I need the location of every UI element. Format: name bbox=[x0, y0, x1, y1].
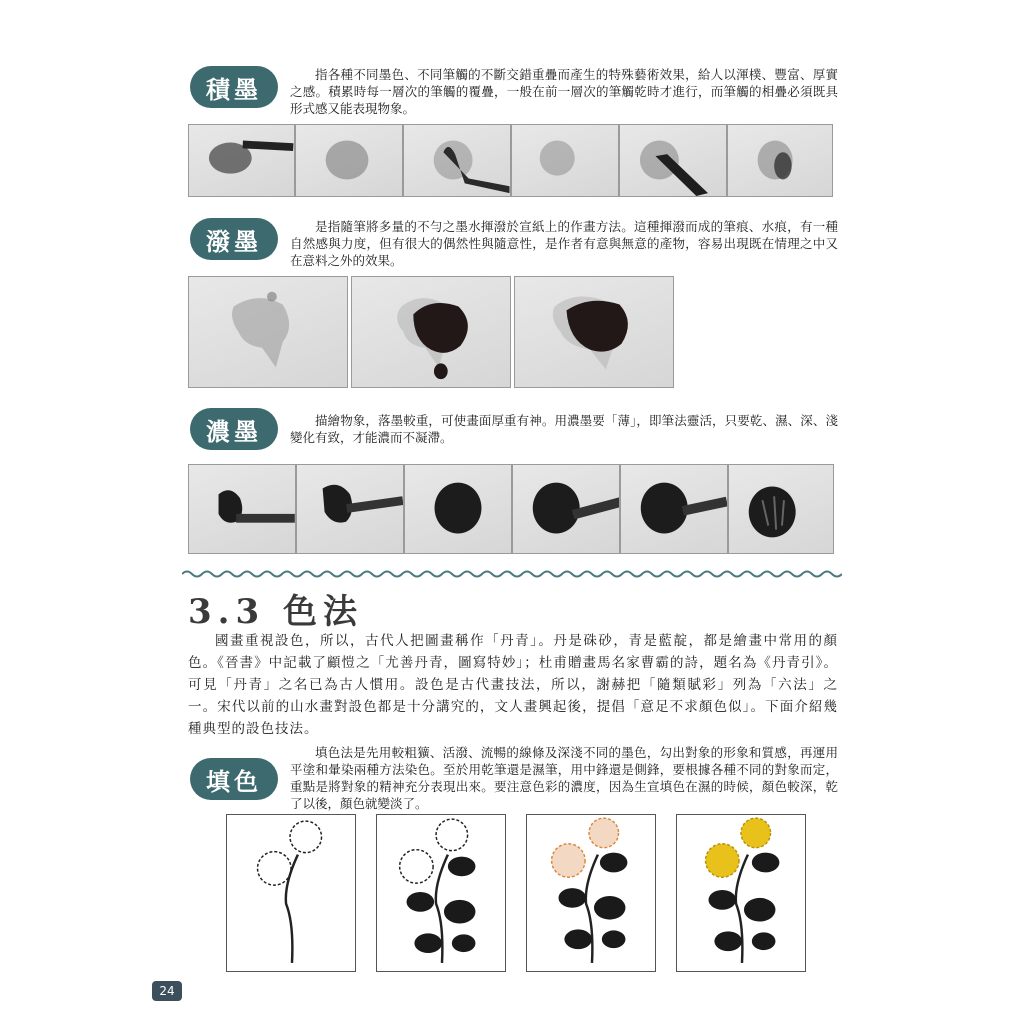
jimo-photo-6 bbox=[727, 124, 833, 197]
jimo-photo-1 bbox=[188, 124, 295, 197]
page-number: 24 bbox=[152, 981, 182, 1001]
section-text-pomo: 是指隨筆將多量的不勻之墨水揮潑於宣紙上的作畫方法。這種揮潑而成的筆痕、水痕，有一種自然感與力度，但有很大的偶然性與隨意性，是作者有意與無意的產物，容易出現既在情理之中又在意料之外的效果。 bbox=[290, 219, 838, 268]
nongmo-photo-5 bbox=[620, 464, 728, 554]
jimo-photo-4 bbox=[511, 124, 619, 197]
chrysanthemum-step-2 bbox=[376, 814, 506, 972]
jimo-photo-2 bbox=[295, 124, 403, 197]
nongmo-photo-4 bbox=[512, 464, 620, 554]
jimo-photo-3 bbox=[403, 124, 511, 197]
pomo-photo-1 bbox=[188, 276, 348, 388]
nongmo-photo-3 bbox=[404, 464, 512, 554]
chapter-heading: 3.3 色法 bbox=[188, 592, 363, 632]
photo-strip-nongmo bbox=[188, 464, 834, 554]
chrysanthemum-step-4 bbox=[676, 814, 806, 972]
wave-divider bbox=[182, 568, 842, 580]
nongmo-photo-6 bbox=[728, 464, 834, 554]
intro-paragraph: 國畫重視設色，所以，古代人把圖畫稱作「丹青」。丹是硃砂，青是藍靛，都是繪畫中常用的顏色。《晉書》中記載了顧愷之「尤善丹青，圖寫特妙」；杜甫贈畫馬名家曹霸的詩，題名為《丹青引》。可見「丹青」之名已為古人慣用。設色是古代畫技法，所以，謝赫把「隨類賦彩」列為「六法」之一。宋代以前的山水畫對設色都是十分講究的，文人畫興起後，提倡「意足不求顏色似」。下面介紹幾種典型的設色技法。 bbox=[188, 633, 838, 737]
pomo-photo-3 bbox=[514, 276, 674, 388]
section-badge-jimo: 積墨 bbox=[190, 66, 278, 108]
photo-strip-jimo bbox=[188, 124, 833, 197]
section-badge-pomo: 潑墨 bbox=[190, 218, 278, 260]
photo-strip-pomo bbox=[188, 276, 674, 388]
pomo-photo-2 bbox=[351, 276, 511, 388]
chrysanthemum-strip bbox=[226, 814, 826, 972]
section-text-nongmo: 描繪物象，落墨較重，可使畫面厚重有神。用濃墨要「薄」，即筆法靈活，只要乾、濕、深、淺變化有致，才能濃而不凝滯。 bbox=[290, 413, 838, 445]
chrysanthemum-step-3 bbox=[526, 814, 656, 972]
jimo-photo-5 bbox=[619, 124, 727, 197]
section-badge-nongmo: 濃墨 bbox=[190, 408, 278, 450]
nongmo-photo-1 bbox=[188, 464, 296, 554]
chrysanthemum-step-1 bbox=[226, 814, 356, 972]
section-text-tianse: 填色法是先用較粗獷、活潑、流暢的線條及深淺不同的墨色，勾出對象的形象和質感，再運用平塗和暈染兩種方法染色。至於用乾筆還是濕筆，用中鋒還是側鋒，要根據各種不同的對象而定，重點是將對象的精神充分表現出來。要注意色彩的濃度，因為生宣填色在濕的時候，顏色較深，乾了以後，顏色就變淡了。 bbox=[290, 745, 838, 811]
section-badge-tianse: 填色 bbox=[190, 758, 278, 800]
section-text-jimo: 指各種不同墨色、不同筆觸的不斷交錯重疊而產生的特殊藝術效果，給人以渾樸、豐富、厚實之感。積累時每一層次的筆觸的覆疊，一般在前一層次的筆觸乾時才進行，而筆觸的相疊必須既具形式感又能表現物象。 bbox=[290, 67, 838, 116]
nongmo-photo-2 bbox=[296, 464, 404, 554]
